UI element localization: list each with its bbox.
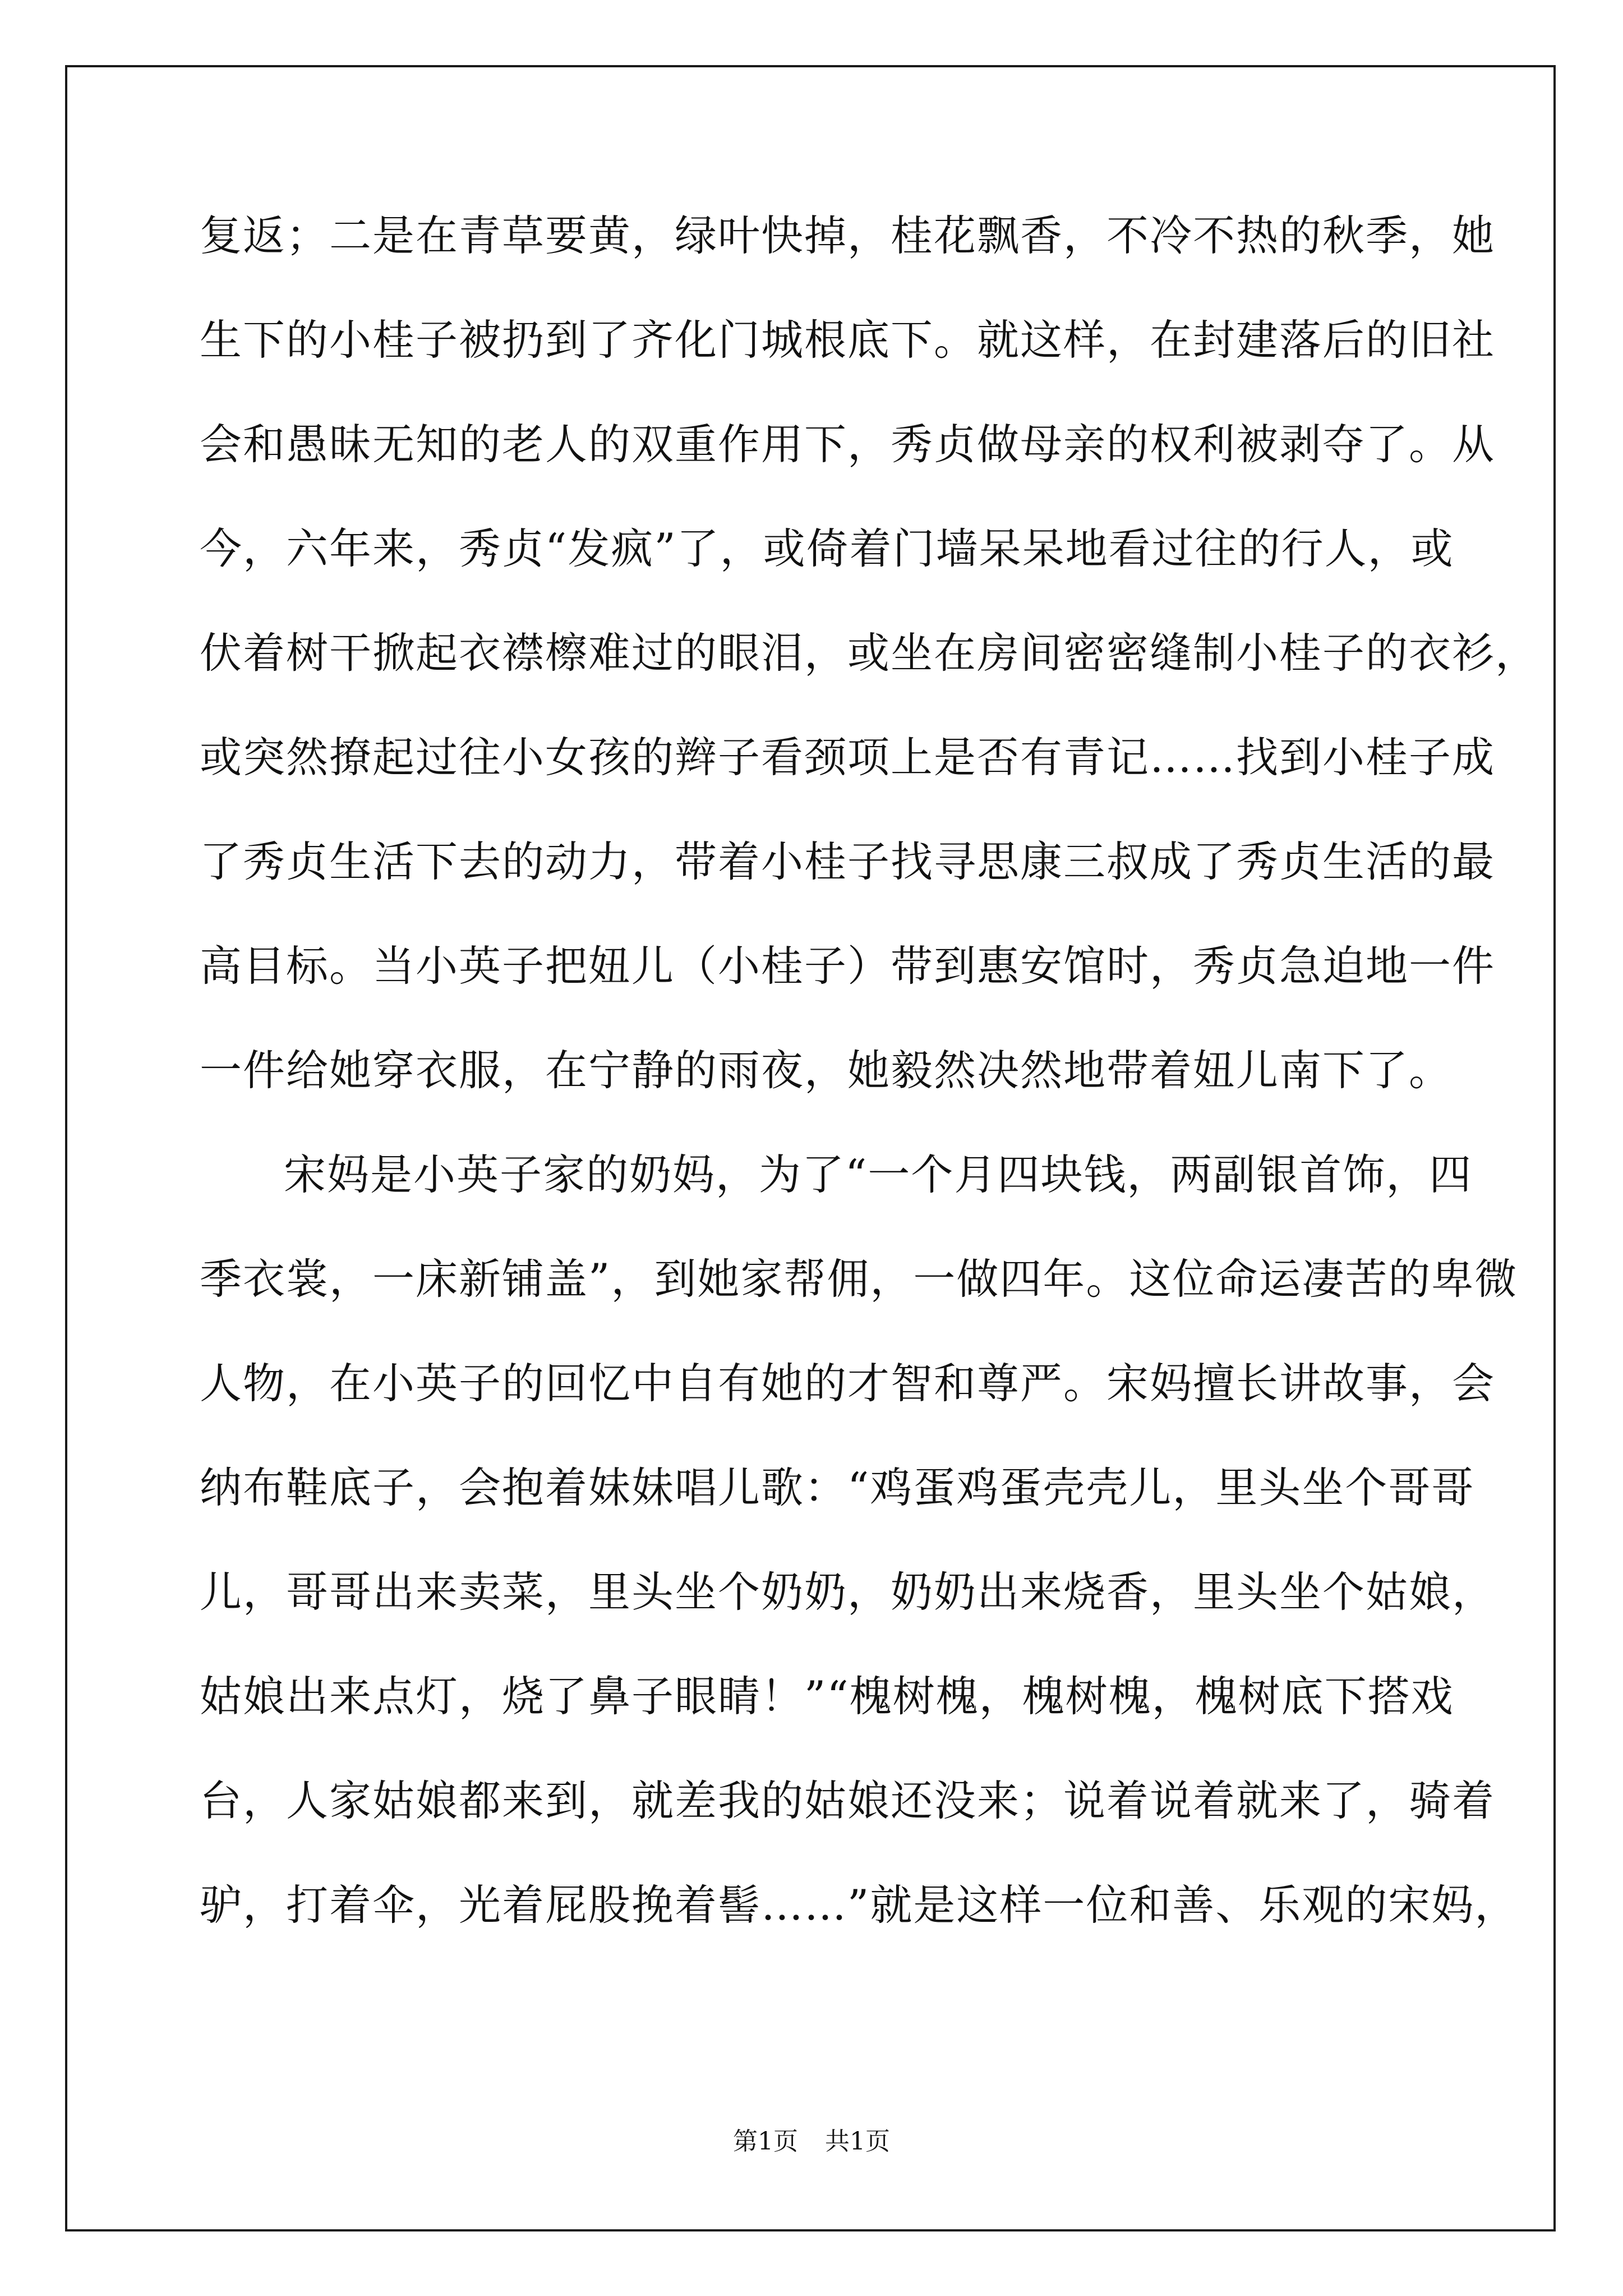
text-line-8: 高目标。当小英子把妞儿（小桂子）带到惠安馆时，秀贞急迫地一件 (200, 941, 1496, 991)
text-line-14: 儿，哥哥出来卖菜，里头坐个奶奶，奶奶出来烧香，里头坐个姑娘， (200, 1567, 1496, 1617)
text-line-5: 伏着树干掀起衣襟檫难过的眼泪，或坐在房间密密缝制小桂子的衣衫， (200, 628, 1539, 678)
text-line-15: 姑娘出来点灯，烧了鼻子眼睛！”“槐树槐，槐树槐，槐树底下搭戏 (200, 1672, 1454, 1721)
page-footer (0, 2125, 1623, 2159)
text-line-17: 驴，打着伞，光着屁股挽着髻……”就是这样一位和善、乐观的宋妈， (200, 1880, 1518, 1930)
page-number-current: 第1页 (733, 2127, 798, 2156)
text-line-13: 纳布鞋底子，会抱着妹妹唱儿歌：“鸡蛋鸡蛋壳壳儿，里头坐个哥哥 (200, 1463, 1475, 1512)
text-line-3: 会和愚昧无知的老人的双重作用下，秀贞做母亲的权利被剥夺了。从 (200, 420, 1496, 469)
text-line-12: 人物，在小英子的回忆中自有她的才智和尊严。宋妈擅长讲故事，会 (200, 1359, 1496, 1408)
page-number-total: 共1页 (825, 2127, 890, 2156)
text-line-2: 生下的小桂子被扔到了齐化门城根底下。就这样，在封建落后的旧社 (200, 315, 1496, 365)
text-line-7: 了秀贞生活下去的动力，带着小桂子找寻思康三叔成了秀贞生活的最 (200, 837, 1496, 886)
text-line-1: 复返；二是在青草要黄，绿叶快掉，桂花飘香，不冷不热的秋季，她 (200, 211, 1496, 260)
text-line-16: 台，人家姑娘都来到，就差我的姑娘还没来；说着说着就来了，骑着 (200, 1776, 1496, 1825)
text-line-6: 或突然撩起过往小女孩的辫子看颈项上是否有青记……找到小桂子成 (200, 733, 1496, 782)
text-line-4: 今，六年来，秀贞“发疯”了，或倚着门墙呆呆地看过往的行人，或 (200, 524, 1454, 573)
text-line-11: 季衣裳，一床新铺盖”，到她家帮佣，一做四年。这位命运凄苦的卑微 (200, 1254, 1518, 1304)
text-line-9: 一件给她穿衣服，在宁静的雨夜，她毅然决然地带着妞儿南下了。 (200, 1046, 1453, 1095)
text-line-10: 宋妈是小英子家的奶妈，为了“一个月四块钱，两副银首饰，四 (284, 1150, 1473, 1199)
